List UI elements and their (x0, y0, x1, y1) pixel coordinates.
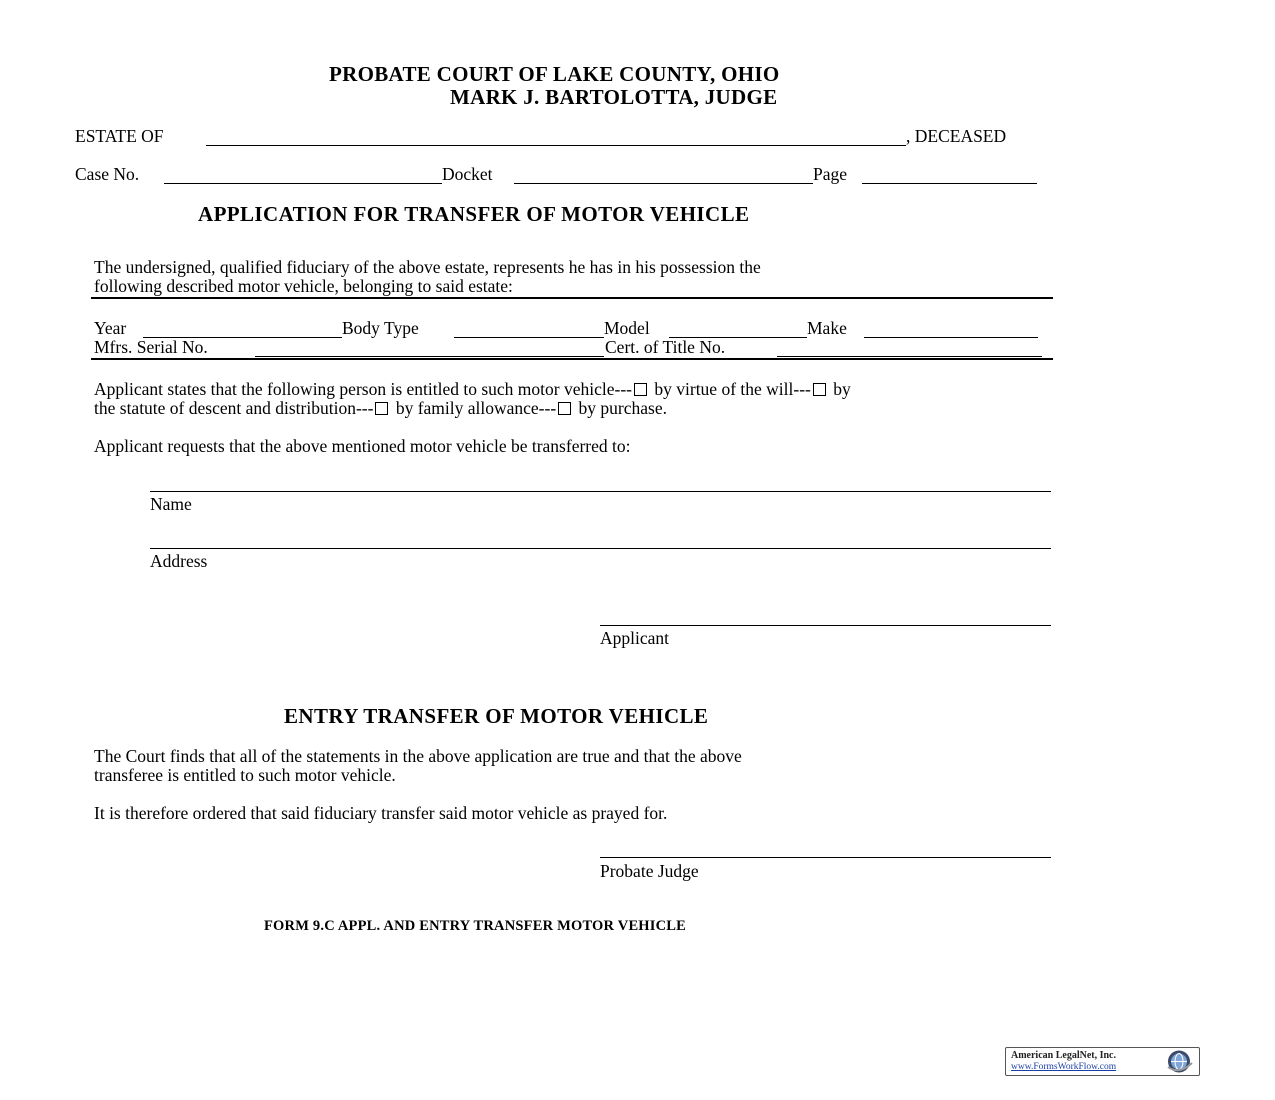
deceased-label: , DECEASED (906, 126, 1007, 146)
request-text: Applicant requests that the above mentioned motor vehicle be transferred to: (94, 436, 631, 456)
title-no-label: Cert. of Title No. (605, 337, 726, 357)
applicant-label: Applicant (600, 628, 670, 648)
finding-line-2: transferee is entitled to such motor vehicle. (94, 765, 396, 785)
application-title: APPLICATION FOR TRANSFER OF MOTOR VEHICLE (198, 202, 750, 226)
divider-bottom (91, 358, 1053, 360)
title-no-field[interactable] (777, 356, 1042, 357)
entitled-text: Applicant states that the following person is entitled to such motor vehicle--- (94, 379, 632, 399)
serial-label: Mfrs. Serial No. (94, 337, 208, 357)
legalnet-badge[interactable] (1005, 1047, 1200, 1076)
serial-field[interactable] (255, 356, 604, 357)
entry-title: ENTRY TRANSFER OF MOTOR VEHICLE (284, 704, 709, 728)
purchase-checkbox[interactable] (558, 402, 571, 415)
year-label: Year (94, 318, 127, 338)
statute-option-label: the statute of descent and distribution--- (94, 398, 374, 418)
entitled-line-2 (94, 398, 667, 419)
model-label: Model (604, 318, 650, 338)
address-label: Address (150, 551, 208, 571)
make-label: Make (807, 318, 847, 338)
order-text: It is therefore ordered that said fiduciary transfer said motor vehicle as prayed for. (94, 803, 668, 823)
purchase-option-label: by purchase. (578, 398, 667, 418)
entitled-line-1 (94, 379, 851, 400)
estate-name-field[interactable] (206, 145, 906, 146)
judge-name: MARK J. BARTOLOTTA, JUDGE (450, 85, 778, 109)
body-type-field[interactable] (454, 337, 604, 338)
intro-line-1: The undersigned, qualified fiduciary of the above estate, represents he has in his possession the (94, 257, 761, 277)
case-no-label: Case No. (75, 164, 140, 184)
form-id: FORM 9.C APPL. AND ENTRY TRANSFER MOTOR VEHICLE (264, 918, 687, 934)
badge-url[interactable]: www.FormsWorkFlow.com (1011, 1062, 1117, 1072)
name-label: Name (150, 494, 192, 514)
judge-signature-field[interactable] (600, 857, 1051, 858)
statute-checkbox[interactable] (813, 383, 826, 396)
transferee-name-field[interactable] (150, 491, 1051, 492)
docket-label: Docket (442, 164, 493, 184)
globe-icon (1162, 1049, 1196, 1079)
transferee-address-field[interactable] (150, 548, 1051, 549)
will-checkbox[interactable] (634, 383, 647, 396)
intro-line-2: following described motor vehicle, belonging to said estate: (94, 276, 513, 296)
will-option-label: by virtue of the will--- (654, 379, 811, 399)
family-option-label: by family allowance--- (395, 398, 557, 418)
page-label: Page (813, 164, 848, 184)
badge-company: American LegalNet, Inc. (1011, 1050, 1116, 1061)
body-type-label: Body Type (342, 318, 419, 338)
family-allowance-checkbox[interactable] (375, 402, 388, 415)
estate-label: ESTATE OF (75, 126, 164, 146)
make-field[interactable] (864, 337, 1038, 338)
applicant-signature-field[interactable] (600, 625, 1051, 626)
finding-line-1: The Court finds that all of the statements in the above application are true and that the above (94, 746, 742, 766)
probate-judge-label: Probate Judge (600, 861, 699, 881)
by-label: by (833, 379, 851, 399)
page-field[interactable] (862, 183, 1037, 184)
court-name: PROBATE COURT OF LAKE COUNTY, OHIO (329, 62, 780, 86)
docket-field[interactable] (514, 183, 813, 184)
divider-top (91, 297, 1053, 299)
case-no-field[interactable] (164, 183, 442, 184)
